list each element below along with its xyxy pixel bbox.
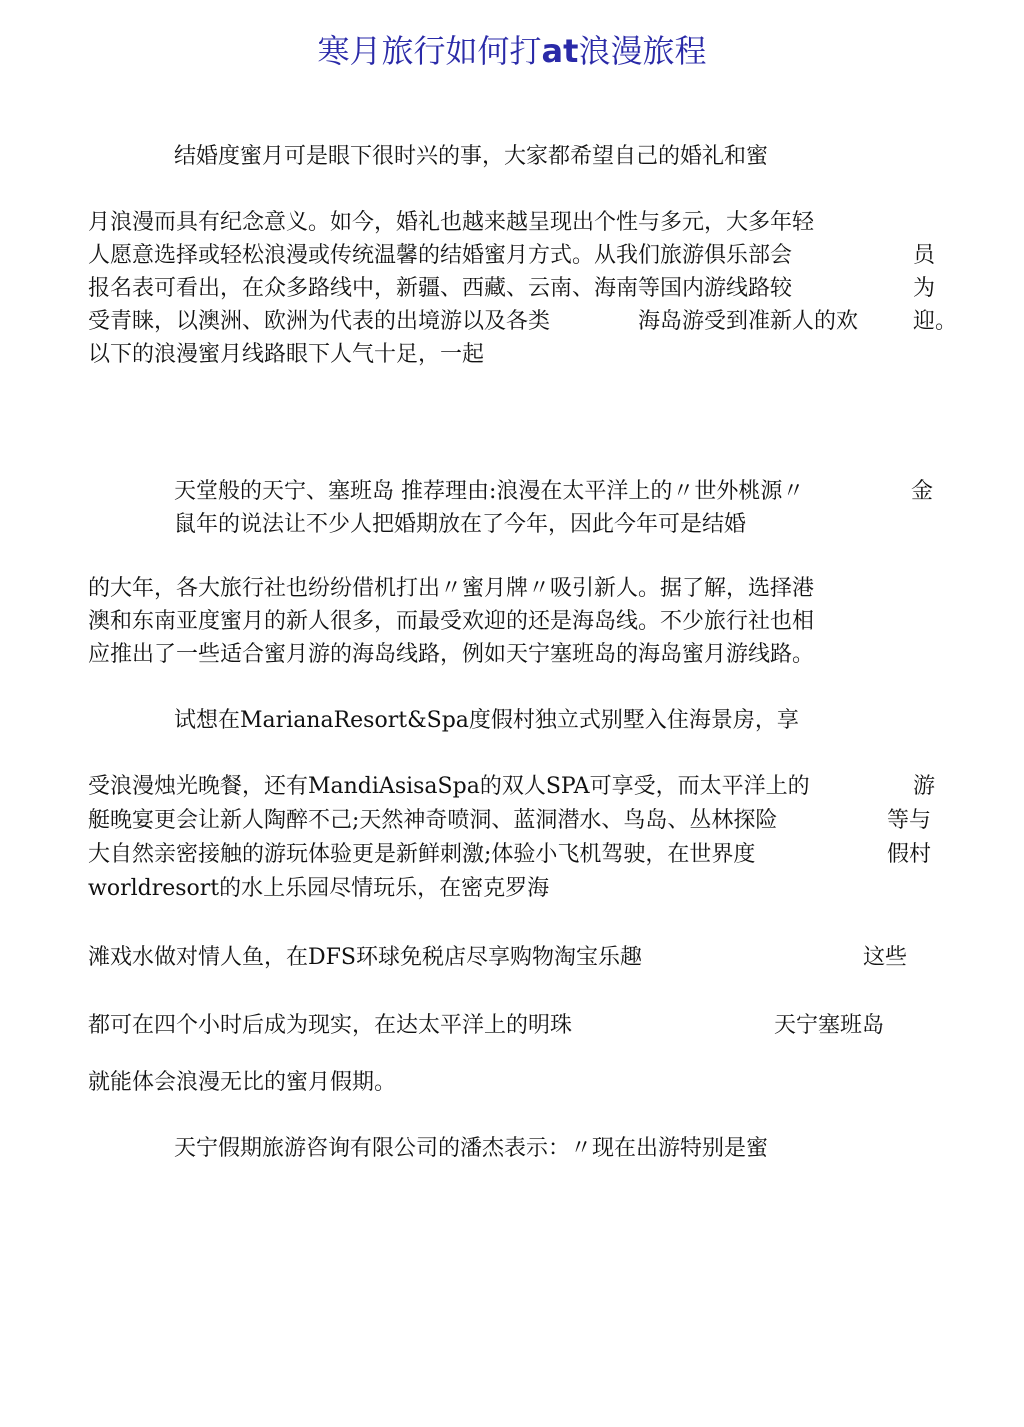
title-text-2: 浪漫旅程 xyxy=(578,32,707,70)
paragraph-6-line-1-end: 这些 xyxy=(863,945,908,970)
paragraph-9-line-1: 天宁假期旅游咨询有限公司的潘杰表示：〃现在出游特别是蜜 xyxy=(174,1136,769,1161)
section-heading-line-2: 鼠年的说法让不少人把婚期放在了今年，因此今年可是结婚 xyxy=(174,512,747,537)
paragraph-8-line-1: 就能体会浪漫无比的蜜月假期。 xyxy=(88,1070,397,1095)
paragraph-5-line-1: 受浪漫烛光晚餐，还有MandiAsisaSpa的双人SPA可享受，而太平洋上的 xyxy=(88,774,810,799)
paragraph-2-line-1: 月浪漫而具有纪念意义。如今，婚礼也越来越呈现出个性与多元，大多年轻 xyxy=(88,210,815,235)
paragraph-2-line-2-end: 员 xyxy=(913,243,936,268)
paragraph-3-line-1: 的大年，各大旅行社也纷纷借机打出〃蜜月牌〃吸引新人。据了解，选择港 xyxy=(88,576,815,601)
paragraph-5-line-2: 艇晚宴更会让新人陶醉不己;天然神奇喷洞、蓝洞潜水、鸟岛、丛林探险 xyxy=(88,808,778,833)
paragraph-3-line-3: 应推出了一些适合蜜月游的海岛线路，例如天宁塞班岛的海岛蜜月游线路。 xyxy=(88,642,815,667)
paragraph-5-line-3: 大自然亲密接触的游玩体验更是新鲜刺激;体验小飞机驾驶，在世界度 xyxy=(88,842,756,867)
paragraph-2-line-4-end: 迎。 xyxy=(913,309,958,334)
paragraph-7-line-1: 都可在四个小时后成为现实，在达太平洋上的明珠 xyxy=(88,1013,573,1038)
paragraph-5-line-4: worldresort的水上乐园尽情玩乐，在密克罗海 xyxy=(88,876,550,901)
paragraph-2-line-3-end: 为 xyxy=(913,276,936,301)
paragraph-5-line-2-end: 等与 xyxy=(887,808,932,833)
paragraph-2-line-3: 报名表可看出，在众多路线中，新疆、西藏、云南、海南等国内游线路较 xyxy=(88,276,793,301)
section-heading-line-1-end: 金 xyxy=(911,479,934,504)
page-title xyxy=(0,26,1024,72)
paragraph-7-line-1-end: 天宁塞班岛 xyxy=(774,1013,885,1038)
paragraph-2-line-5: 以下的浪漫蜜月线路眼下人气十足，一起 xyxy=(88,342,485,367)
title-text-latin: at xyxy=(541,32,579,70)
paragraph-2-line-4-mid: 海岛游受到准新人的欢 xyxy=(638,309,859,334)
title-text-1: 寒月旅行如何打 xyxy=(317,32,542,70)
paragraph-1-line-1: 结婚度蜜月可是眼下很时兴的事，大家都希望自己的婚礼和蜜 xyxy=(174,144,769,169)
paragraph-5-line-1-end: 游 xyxy=(913,774,936,799)
paragraph-4-line-1: 试想在MarianaResort&Spa度假村独立式别墅入住海景房，享 xyxy=(174,708,799,733)
paragraph-2-line-2: 人愿意选择或轻松浪漫或传统温馨的结婚蜜月方式。从我们旅游俱乐部会 xyxy=(88,243,793,268)
paragraph-2-line-4: 受青睐，以澳洲、欧洲为代表的出境游以及各类 xyxy=(88,309,551,334)
paragraph-5-line-3-end: 假村 xyxy=(887,842,932,867)
section-heading-line-1: 天堂般的天宁、塞班岛 推荐理由:浪漫在太平洋上的〃世外桃源〃 xyxy=(174,479,805,504)
paragraph-6-line-1: 滩戏水做对情人鱼，在DFS环球免税店尽享购物淘宝乐趣 xyxy=(88,945,642,970)
paragraph-3-line-2: 澳和东南亚度蜜月的新人很多，而最受欢迎的还是海岛线。不少旅行社也相 xyxy=(88,609,815,634)
